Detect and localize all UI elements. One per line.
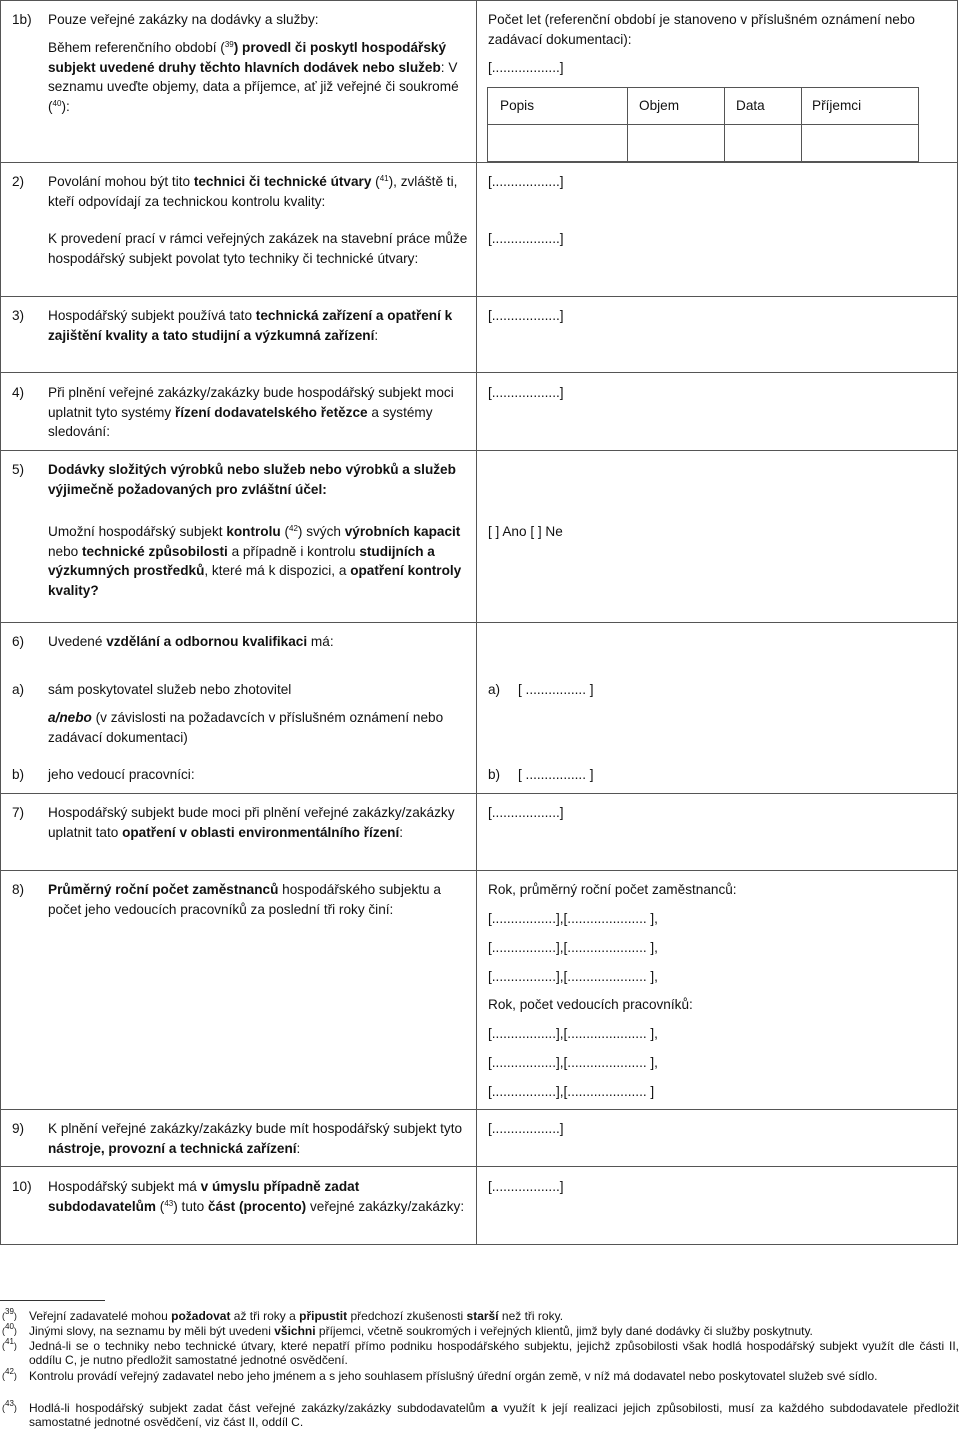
row-2-question: Povolání mohou být tito technici či technické útvary ($^{41}$), zvláště ti, kteří odpovídají za technickou kontrolu kvality: [48, 174, 458, 209]
column-divider [476, 0, 477, 162]
row-5-title: Dodávky složitých výrobků nebo služeb nebo výrobků a služeb výjimečně požadovaných pro zvláštní účel: [48, 462, 456, 497]
row-divider [0, 1109, 958, 1110]
row-divider [0, 296, 958, 297]
row-6b-field[interactable]: [ ................ ] [518, 767, 594, 782]
row-6a-text: sám poskytovatel služeb nebo zhotovitel [48, 682, 292, 697]
row-8-managers-heading: Rok, počet vedoucích pracovníků: [488, 997, 693, 1012]
row-3-field[interactable]: [..................] [488, 308, 564, 323]
row-4-question: Při plnění veřejné zakázky/zakázky bude hospodářský subjekt moci uplatnit tyto systémy řízení dodavatelského řetězce a systémy sledování: [48, 385, 454, 439]
row-8-question: Průměrný roční počet zaměstnanců hospodářského subjektu a počet jeho vedoucích pracovníků za poslední tři roky činí: [48, 882, 441, 917]
row-6b-text: jeho vedoucí pracovníci: [48, 767, 195, 782]
deliveries-subtable [487, 87, 919, 162]
row-8-employees-field-2[interactable]: [.................],[..................... ], [488, 940, 658, 955]
row-8-managers-field-2[interactable]: [.................],[..................... ], [488, 1055, 658, 1070]
row-6b-right-label: b) [488, 767, 501, 782]
row-2-number: 2) [12, 174, 25, 189]
row-8-number: 8) [12, 882, 25, 897]
row-2-field-2[interactable]: [..................] [488, 231, 564, 246]
row-6-number: 6) [12, 634, 25, 649]
row-divider [0, 450, 958, 451]
row-6a-right-label: a) [488, 682, 501, 697]
row-2-field-1[interactable]: [..................] [488, 174, 564, 189]
row-7-field[interactable]: [..................] [488, 805, 564, 820]
column-prijemci: Příjemci [812, 98, 862, 113]
row-divider [0, 793, 958, 794]
row-8-employees-field-3[interactable]: [.................],[..................... ], [488, 969, 658, 984]
row-9-question: K plnění veřejné zakázky/zakázky bude mít hospodářský subjekt tyto nástroje, provozní a technická zařízení: [48, 1121, 463, 1156]
row-7-number: 7) [12, 805, 25, 820]
row-1b-years-field[interactable]: [..................] [488, 60, 564, 75]
row-8-employees-heading: Rok, průměrný roční počet zaměstnanců: [488, 882, 737, 897]
row-divider [0, 622, 958, 623]
row-6a-label: a) [12, 682, 25, 697]
row-6a-andor: a/nebo (v závislosti na požadavcích v příslušném oznámení nebo zadávací dokumentaci) [48, 710, 444, 745]
row-6a-field[interactable]: [ ................ ] [518, 682, 594, 697]
row-10-field[interactable]: [..................] [488, 1179, 564, 1194]
row-5-answer-checkboxes[interactable]: [ ] Ano [ ] Ne [488, 524, 563, 539]
row-divider [0, 162, 958, 163]
row-2-question-2: K provedení prací v rámci veřejných zakázek na stavební práce může hospodářský subjekt povolat tyto techniky či technické útvary: [48, 231, 468, 266]
row-divider [0, 1166, 958, 1167]
row-7-question: Hospodářský subjekt bude moci při plnění veřejné zakázky/zakázky uplatnit tato opatření v oblasti environmentálního řízení: [48, 805, 455, 840]
row-6-question: Uvedené vzdělání a odbornou kvalifikaci má: [48, 634, 334, 649]
column-popis: Popis [500, 98, 535, 113]
row-1b-years-label: Počet let (referenční období je stanoveno v příslušném oznámení nebo zadávací dokumentaci): [488, 12, 915, 47]
footnote-separator [0, 1300, 105, 1301]
row-divider [0, 372, 958, 373]
row-8-employees-field-1[interactable]: [.................],[..................... ], [488, 911, 658, 926]
row-6b-label: b) [12, 767, 25, 782]
row-3-number: 3) [12, 308, 25, 323]
row-1b-title: Pouze veřejné zakázky na dodávky a služby: [48, 12, 319, 27]
row-1b-number: 1b) [12, 12, 32, 27]
column-objem: Objem [639, 98, 680, 113]
row-1b-question: Během referenčního období ($^{39}$) provedl či poskytl hospodářský subjekt uvedené druhy těchto hlavních dodávek nebo služeb: V seznamu uveďte objemy, data a příjemce, ať již veřejné či soukromé ($^{40}$): [48, 40, 459, 114]
row-8-managers-field-3[interactable]: [.................],[..................... ] [488, 1084, 655, 1099]
column-divider [476, 162, 477, 1245]
row-5-number: 5) [12, 462, 25, 477]
row-9-field[interactable]: [..................] [488, 1121, 564, 1136]
row-5-question: Umožní hospodářský subjekt kontrolu ($^{42}$) svých výrobních kapacit nebo technické způsobilosti a případně i kontrolu studijních a výzkumných prostředků, které má k dispozici, a opatření kontroly kvality? [48, 524, 462, 598]
column-data: Data [736, 98, 765, 113]
row-10-question: Hospodářský subjekt má v úmyslu případně zadat subdodavatelům ($^{43}$) tuto část (procento) veřejné zakázky/zakázky: [48, 1179, 465, 1214]
row-4-number: 4) [12, 385, 25, 400]
row-8-managers-field-1[interactable]: [.................],[..................... ], [488, 1026, 658, 1041]
row-10-number: 10) [12, 1179, 32, 1194]
row-3-question: Hospodářský subjekt používá tato technická zařízení a opatření k zajištění kvality a tato studijní a výzkumná zařízení: [48, 308, 453, 343]
row-9-number: 9) [12, 1121, 25, 1136]
row-4-field[interactable]: [..................] [488, 385, 564, 400]
row-divider [0, 870, 958, 871]
